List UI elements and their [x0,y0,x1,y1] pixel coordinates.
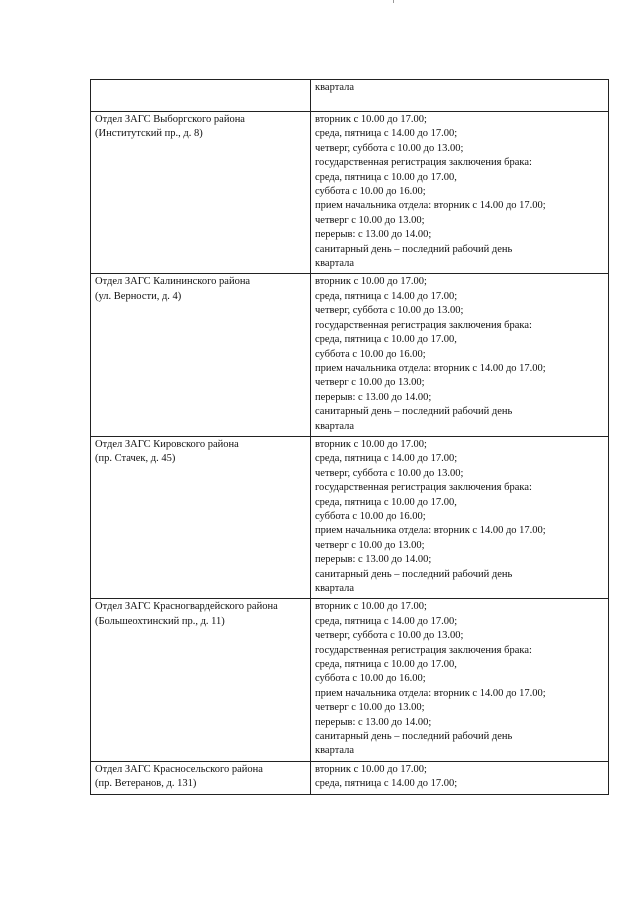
office-name: Отдел ЗАГС Кировского района [95,438,239,450]
table-row [91,599,609,761]
schedule-line: санитарный день – последний рабочий день [315,731,513,743]
schedule-line: квартала [315,258,355,270]
schedule-line: вторник с 10.00 до 17.00; [315,438,427,450]
schedule-line: четверг, суббота с 10.00 до 13.00; [315,630,464,642]
schedule-line: четверг с 10.00 до 13.00; [315,702,425,714]
schedule-line: прием начальника отдела: вторник с 14.00 до 17.00; [315,200,546,212]
schedule-line: санитарный день – последний рабочий день [315,243,513,255]
schedule-cell [311,761,609,794]
office-name: Отдел ЗАГС Выборгского района [95,114,245,125]
schedule-line: квартала [315,82,355,93]
schedule-line: среда, пятница с 10.00 до 17.00, [315,659,457,671]
office-cell [91,274,311,436]
schedule-line: санитарный день – последний рабочий день [315,568,513,580]
schedule-cell [311,80,609,112]
office-address: (пр. Ветеранов, д. 131) [95,778,197,790]
office-name: Отдел ЗАГС Красносельского района [95,763,263,775]
schedule-line: государственная регистрация заключения брака: [315,157,532,169]
schedule-line: перерыв: с 13.00 до 14.00; [315,716,432,728]
schedule-line: суббота с 10.00 до 16.00; [315,186,426,198]
registry-office-schedule-table [90,79,609,795]
schedule-line: среда, пятница с 14.00 до 17.00; [315,615,458,627]
office-name: Отдел ЗАГС Калининского района [95,276,251,288]
schedule-line: суббота с 10.00 до 16.00; [315,348,426,360]
table-row [91,436,609,598]
office-cell [91,80,311,112]
schedule-line: квартала [315,583,355,594]
office-cell [91,112,311,274]
office-address: (ул. Верности, д. 4) [95,290,182,302]
table-row [91,112,609,274]
office-cell [91,599,311,761]
schedule-line: среда, пятница с 14.00 до 17.00; [315,778,458,790]
office-address: (Большеохтинский пр., д. 11) [95,615,225,627]
schedule-cell [311,599,609,761]
schedule-line: прием начальника отдела: вторник с 14.00 до 17.00; [315,687,546,699]
schedule-line: вторник с 10.00 до 17.00; [315,763,427,775]
schedule-line: перерыв: с 13.00 до 14.00; [315,391,432,403]
schedule-line: вторник с 10.00 до 17.00; [315,601,427,613]
table-row-continuation [91,80,609,112]
schedule-line: среда, пятница с 14.00 до 17.00; [315,290,458,302]
schedule-line: вторник с 10.00 до 17.00; [315,276,427,288]
schedule-line: суббота с 10.00 до 16.00; [315,673,426,685]
schedule-line: государственная регистрация заключения брака: [315,644,532,656]
table-row [91,274,609,436]
schedule-line: четверг, суббота с 10.00 до 13.00; [315,305,464,317]
scan-artifact [393,0,394,3]
schedule-line: квартала [315,745,355,757]
schedule-line: квартала [315,420,355,432]
schedule-line: четверг с 10.00 до 13.00; [315,377,425,389]
schedule-line: санитарный день – последний рабочий день [315,406,513,418]
schedule-line: государственная регистрация заключения брака: [315,482,532,494]
schedule-line: перерыв: с 13.00 до 14.00; [315,229,432,241]
schedule-line: среда, пятница с 10.00 до 17.00, [315,496,457,508]
schedule-cell [311,112,609,274]
office-cell [91,436,311,598]
office-address: (Институтский пр., д. 8) [95,128,203,140]
schedule-line: четверг с 10.00 до 13.00; [315,214,425,226]
office-cell [91,761,311,794]
schedule-line: прием начальника отдела: вторник с 14.00 до 17.00; [315,525,546,537]
schedule-line: среда, пятница с 10.00 до 17.00, [315,171,457,183]
schedule-line: среда, пятница с 14.00 до 17.00; [315,128,458,140]
schedule-line: среда, пятница с 14.00 до 17.00; [315,453,458,465]
table-row [91,761,609,794]
schedule-cell [311,436,609,598]
schedule-line: суббота с 10.00 до 16.00; [315,510,426,522]
schedule-line: прием начальника отдела: вторник с 14.00 до 17.00; [315,362,546,374]
office-address: (пр. Стачек, д. 45) [95,453,176,465]
schedule-line: государственная регистрация заключения брака: [315,319,532,331]
schedule-line: вторник с 10.00 до 17.00; [315,114,427,125]
schedule-cell [311,274,609,436]
schedule-line: среда, пятница с 10.00 до 17.00, [315,334,457,346]
office-name: Отдел ЗАГС Красногвардейского района [95,601,278,613]
schedule-line: четверг, суббота с 10.00 до 13.00; [315,142,464,154]
schedule-line: четверг, суббота с 10.00 до 13.00; [315,467,464,479]
schedule-line: перерыв: с 13.00 до 14.00; [315,554,432,566]
schedule-line: четверг с 10.00 до 13.00; [315,539,425,551]
